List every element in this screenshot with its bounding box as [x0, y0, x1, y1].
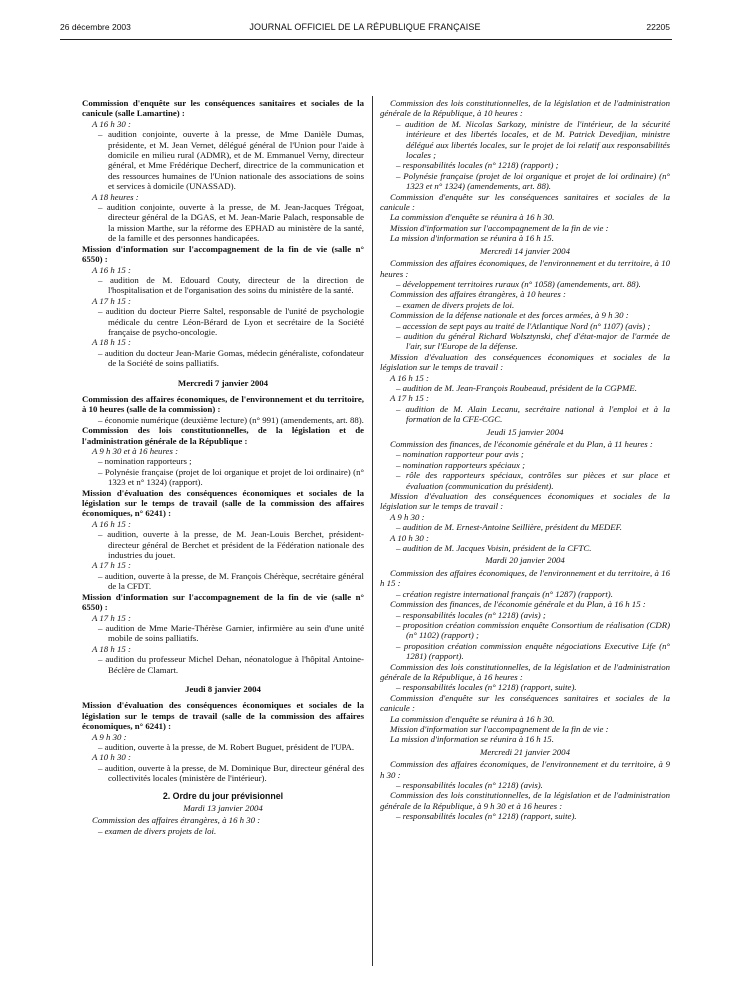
agenda-item: – audition de M. Jacques Voisin, président de la CFTC. [380, 543, 670, 553]
block-heading: Mission d'évaluation des conséquences économiques et sociales de la législation sur le temps de travail : [380, 491, 670, 512]
time-label: A 10 h 30 : [390, 532, 429, 543]
block-heading: Commission des affaires économiques, de l'environnement et du territoire, à 16 h 15 : [380, 567, 670, 589]
time-label: A 17 h 15 : [92, 560, 131, 571]
agenda-item: – Polynésie française (projet de loi organique et projet de loi ordinaire) (n° 1323 et n° 1324) (rapport). [82, 467, 364, 488]
time-label: A 17 h 15 : [92, 612, 131, 623]
agenda-item: – audition, ouverte à la presse, de M. Dominique Bur, directeur général des collectivités locales (ministère de l'intérieur). [82, 763, 364, 784]
day-heading: Mercredi 21 janvier 2004 [480, 746, 570, 757]
block-heading: Mission d'évaluation des conséquences économiques et sociales de la législation sur le temps de travail (salle de la commission des affaires économiques, n° 6241) : [82, 487, 364, 519]
agenda-item: – accession de sept pays au traité de l'Atlantique Nord (n° 1107) (avis) ; [380, 321, 670, 331]
agenda-item: – responsabilités locales (n° 1218) (rapport, suite). [380, 811, 670, 821]
agenda-item: – audition de Mme Marie-Thérèse Garnier, infirmière au sein d'une unité mobile de soins palliatifs. [82, 623, 364, 644]
agenda-item: – examen de divers projets de loi. [380, 300, 670, 310]
block-heading: Commission d'enquête sur les conséquences sanitaires et sociales de la canicule (salle Lamartine) : [82, 98, 364, 119]
agenda-line: La commission d'enquête se réunira à 16 h 30. [390, 212, 555, 223]
agenda-item: – audition du docteur Jean-Marie Gomas, médecin généraliste, cofondateur de la Société de soins palliatifs. [82, 348, 364, 369]
block-heading: Commission d'enquête sur les conséquences sanitaires et sociales de la canicule : [380, 692, 670, 714]
day-heading: Mercredi 14 janvier 2004 [480, 245, 570, 256]
header-rule [60, 39, 672, 40]
agenda-item: – économie numérique (deuxième lecture) (n° 991) (amendements, art. 88). [82, 415, 364, 425]
header-page-number: 22205 [646, 22, 670, 32]
block-heading: Commission des lois constitutionnelles, de la législation et de l'administration générale de la République, à 9 h 30 et à 16 heures : [380, 790, 670, 811]
agenda-item: – responsabilités locales (n° 1218) (rapport) ; [380, 160, 670, 170]
agenda-item: – audition du professeur Michel Dehan, néonatologue à l'hôpital Antoine-Béclère de Clamart. [82, 654, 364, 675]
agenda-item: – audition de M. Nicolas Sarkozy, ministre de l'intérieur, de la sécurité intérieure et des libertés locales, et de M. Patrick Devedjian, ministre délégué aux libertés locales, sur le projet de loi relatif aux responsabilités locales ; [380, 119, 670, 161]
time-label: A 18 h 15 : [92, 643, 131, 654]
time-label: A 16 h 15 : [92, 518, 131, 529]
block-heading: Commission des lois constitutionnelles, de la législation et de l'administration générale de la République : [82, 425, 364, 446]
left-column [82, 98, 364, 836]
day-heading: Mardi 13 janvier 2004 [183, 803, 263, 813]
agenda-line: La mission d'information se réunira à 16 h 15. [390, 734, 554, 745]
block-heading: Commission des lois constitutionnelles, de la législation et de l'administration générale de la République, à 10 heures : [380, 98, 670, 119]
agenda-item: – examen de divers projets de loi. [82, 826, 364, 836]
page-header [60, 22, 670, 36]
right-column [380, 98, 670, 822]
time-label: A 18 h 15 : [92, 337, 131, 348]
header-title: JOURNAL OFFICIEL DE LA RÉPUBLIQUE FRANÇAISE [249, 22, 481, 32]
agenda-item: – nomination rapporteur pour avis ; [380, 449, 670, 459]
block-heading: Commission des affaires étrangères, à 10 heures : [390, 289, 566, 300]
block-heading: Commission des affaires étrangères, à 16 h 30 : [92, 815, 261, 826]
block-heading: Commission d'enquête sur les conséquences sanitaires et sociales de la canicule : [380, 191, 670, 213]
time-label: A 18 heures : [92, 191, 139, 202]
agenda-item: – responsabilités locales (n° 1218) (rapport, suite). [380, 682, 670, 692]
agenda-item: – audition, ouverte à la presse, de M. François Chérèque, secrétaire général de la CFDT. [82, 571, 364, 592]
block-heading: Mission d'information sur l'accompagnement de la fin de vie : [390, 222, 609, 233]
agenda-item: – audition conjointe, ouverte à la presse, de M. Jean-Jacques Trégoat, directeur général de la DGAS, et M. Jean-Marie Palach, responsable de la mission Marthe, sur la réforme des EPHAD au ministère de la santé, de la famille et des personnes handicapées. [82, 202, 364, 244]
header-date: 26 décembre 2003 [60, 22, 131, 32]
block-heading: Commission de la défense nationale et des forces armées, à 9 h 30 : [390, 310, 629, 321]
block-heading: Commission des lois constitutionnelles, de la législation et de l'administration générale de la République, à 16 heures : [380, 661, 670, 682]
block-heading: Mission d'évaluation des conséquences économiques et sociales de la législation sur le temps de travail : [380, 351, 670, 373]
time-label: A 10 h 30 : [92, 752, 131, 763]
time-label: A 17 h 15 : [92, 295, 131, 306]
agenda-item: – audition du docteur Pierre Saltel, responsable de l'unité de psychologie médicale du centre Léon-Bérard de Lyon et secrétaire de la Société française de psycho-oncologie. [82, 306, 364, 337]
day-heading: Jeudi 15 janvier 2004 [486, 426, 564, 437]
agenda-item: – audition conjointe, ouverte à la presse, de Mme Danièle Dumas, présidente, et M. Jean Vernet, délégué général de l'Union pour l'aide à domicile en milieu rural (ADMR), et de M. Emmanuel Verny, directeur général, et Mme Frédérique Decherf, directrice de la communication et des ressources humaines de l'Union nationale des associations de soins et services à domicile (UNASSAD). [82, 129, 364, 191]
agenda-item: – création registre international français (n° 1287) (rapport). [380, 589, 670, 599]
day-heading: Mercredi 7 janvier 2004 [177, 377, 269, 388]
block-heading: Mission d'information sur l'accompagnement de la fin de vie : [390, 723, 609, 734]
block-heading: Commission des affaires économiques, de l'environnement et du territoire, à 9 h 30 : [380, 759, 670, 780]
agenda-item: – responsabilités locales (n° 1218) (avis) ; [380, 610, 670, 620]
agenda-item: – Polynésie française (projet de loi organique et projet de loi ordinaire) (n° 1323 et n° 1324) (amendements, art. 88). [380, 171, 670, 192]
agenda-item: – audition, ouverte à la presse, de M. Robert Buguet, président de l'UPA. [82, 742, 364, 752]
agenda-item: – audition de M. Jean-François Roubeaud, président de la CGPME. [380, 383, 670, 393]
agenda-item: – nomination rapporteurs spéciaux ; [380, 460, 670, 470]
agenda-item: – audition de M. Ernest-Antoine Seillière, président du MEDEF. [380, 522, 670, 532]
time-label: A 16 h 30 : [92, 118, 131, 129]
agenda-line: La commission d'enquête se réunira à 16 h 30. [390, 713, 555, 724]
day-heading: Jeudi 8 janvier 2004 [185, 683, 261, 694]
agenda-item: – proposition création commission enquête négociations Executive Life (n° 1281) (rapport). [380, 641, 670, 662]
agenda-item: – développement territoires ruraux (n° 1058) (amendements, art. 88). [380, 279, 670, 289]
time-label: A 9 h 30 : [92, 731, 127, 742]
time-label: A 9 h 30 et à 16 heures : [92, 446, 179, 456]
agenda-item: – audition, ouverte à la presse, de M. Jean-Louis Berchet, président-directeur général de Berchet et président de la Fédération nationale des industries du jouet. [82, 529, 364, 560]
time-label: A 17 h 15 : [390, 393, 429, 404]
agenda-item: – responsabilités locales (n° 1218) (avis). [380, 780, 670, 790]
agenda-item: – nomination rapporteurs ; [82, 456, 364, 466]
block-heading: Commission des finances, de l'économie générale et du Plan, à 11 heures : [390, 439, 653, 449]
block-heading: Mission d'évaluation des conséquences économiques et sociales de la législation sur le temps de travail (salle de la commission des affaires économiques, n° 6241) : [82, 700, 364, 732]
agenda-item: – proposition création commission enquête Consortium de réalisation (CDR) (n° 1102) (rapport) ; [380, 620, 670, 641]
agenda-line: La mission d'information se réunira à 16 h 15. [390, 233, 554, 244]
time-label: A 16 h 15 : [390, 372, 429, 383]
section-heading: 2. Ordre du jour prévisionnel [162, 790, 284, 801]
time-label: A 9 h 30 : [390, 511, 425, 522]
day-heading: Mardi 20 janvier 2004 [485, 555, 565, 566]
block-heading: Mission d'information sur l'accompagnement de la fin de vie (salle n° 6550) : [82, 591, 364, 613]
agenda-item: – audition de M. Edouard Couty, directeur de la direction de l'hospitalisation et de l'organisation des soins du ministère de la santé. [82, 275, 364, 296]
block-heading: Mission d'information sur l'accompagnement de la fin de vie (salle n° 6550) : [82, 243, 364, 265]
block-heading: Commission des finances, de l'économie générale et du Plan, à 16 h 15 : [390, 599, 646, 610]
agenda-item: – rôle des rapporteurs spéciaux, contrôles sur pièces et sur place et évaluation (communication du président). [380, 470, 670, 491]
block-heading: Commission des affaires économiques, de l'environnement et du territoire, à 10 heures : [380, 258, 670, 279]
time-label: A 16 h 15 : [92, 264, 131, 275]
column-divider [372, 96, 373, 966]
block-heading: Commission des affaires économiques, de l'environnement et du territoire, à 10 heures (salle de la commission) : [82, 393, 364, 415]
agenda-item: – audition du général Richard Wolsztynski, chef d'état-major de l'armée de l'air, sur l'Europe de la défense. [380, 331, 670, 352]
agenda-item: – audition de M. Alain Lecanu, secrétaire national à l'emploi et à la formation de la CFE-CGC. [380, 404, 670, 425]
